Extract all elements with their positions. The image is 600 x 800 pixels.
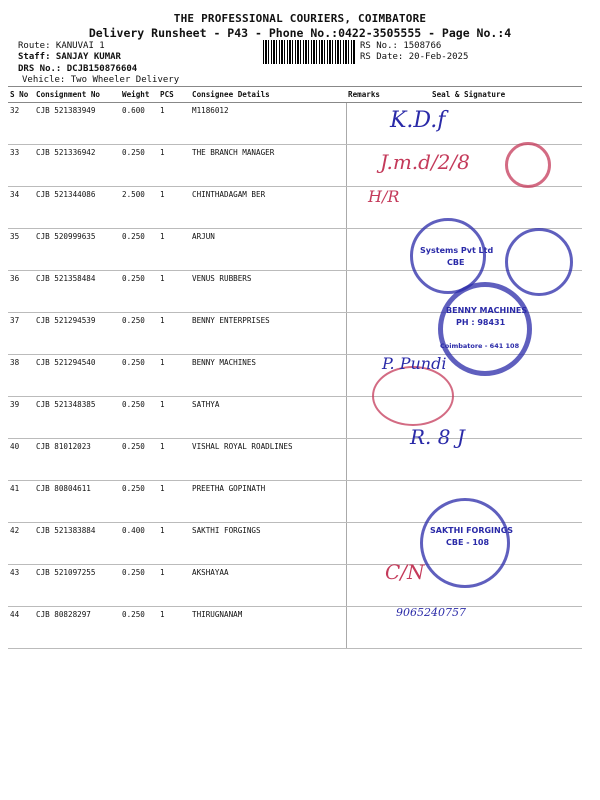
rs-number: RS No.: 1508766	[360, 41, 442, 51]
cell-consignee: CHINTHADAGAM BER	[190, 187, 346, 229]
cell-consignment: CJB 521294539	[34, 313, 120, 355]
table-row	[8, 229, 582, 271]
cell-sno: 41	[8, 481, 34, 523]
cell-consignee: THE BRANCH MANAGER	[190, 145, 346, 187]
cell-pcs: 1	[158, 439, 190, 481]
cell-weight: 0.400	[120, 523, 158, 565]
cell-consignee: PREETHA GOPINATH	[190, 481, 346, 523]
red-oval-stamp	[372, 366, 454, 426]
cell-pcs: 1	[158, 397, 190, 439]
barcode	[263, 40, 355, 64]
cell-pcs: 1	[158, 607, 190, 649]
systems-stamp-text: Systems Pvt Ltd	[420, 246, 494, 255]
cell-weight: 0.600	[120, 103, 158, 145]
cell-consignee: THIRUGNANAM	[190, 607, 346, 649]
benny-stamp-city: Coimbatore - 641 108	[440, 342, 520, 350]
cell-sno: 32	[8, 103, 34, 145]
cell-consignee: M1186012	[190, 103, 346, 145]
sakthi-stamp-name: SAKTHI FORGINGS	[430, 526, 514, 535]
cell-sno: 44	[8, 607, 34, 649]
route-label: Route: KANUVAI 1	[18, 41, 105, 51]
col-seal: Seal & Signature	[408, 87, 582, 103]
sakthi-stamp-city: CBE - 108	[446, 538, 490, 547]
cell-remarks	[346, 271, 408, 313]
cell-weight: 0.250	[120, 481, 158, 523]
cell-pcs: 1	[158, 313, 190, 355]
cell-pcs: 1	[158, 481, 190, 523]
cell-sno: 34	[8, 187, 34, 229]
cell-consignment: CJB 80804611	[34, 481, 120, 523]
signature-34: H/R	[368, 187, 400, 206]
table-row	[8, 103, 582, 145]
cell-sno: 36	[8, 271, 34, 313]
cell-consignment: CJB 521344086	[34, 187, 120, 229]
rs-date: RS Date: 20-Feb-2025	[360, 52, 469, 62]
cell-consignee: BENNY MACHINES	[190, 355, 346, 397]
table-row	[8, 187, 582, 229]
cell-pcs: 1	[158, 271, 190, 313]
cell-pcs: 1	[158, 103, 190, 145]
signature-39: P. Pundi	[382, 354, 447, 373]
benny-stamp-name: BENNY MACHINES	[446, 306, 528, 315]
cell-weight: 0.250	[120, 607, 158, 649]
benny-stamp-phone: PH : 98431	[456, 318, 506, 327]
cell-pcs: 1	[158, 145, 190, 187]
table-row	[8, 145, 582, 187]
cell-remarks	[346, 439, 408, 481]
cell-weight: 0.250	[120, 145, 158, 187]
cell-weight: 0.250	[120, 229, 158, 271]
systems-stamp-city: CBE	[447, 258, 465, 267]
benny-machines-stamp	[438, 282, 532, 376]
cell-weight: 0.250	[120, 271, 158, 313]
cell-consignment: CJB 521336942	[34, 145, 120, 187]
cell-consignee: VISHAL ROYAL ROADLINES	[190, 439, 346, 481]
signature-43: C/N	[385, 560, 425, 584]
cell-consignee: VENUS RUBBERS	[190, 271, 346, 313]
col-weight: Weight	[120, 87, 158, 103]
col-sno: S No	[8, 87, 34, 103]
col-remarks: Remarks	[346, 87, 408, 103]
col-consignment: Consignment No	[34, 87, 120, 103]
cell-weight: 0.250	[120, 397, 158, 439]
cell-consignment: CJB 521358484	[34, 271, 120, 313]
cell-pcs: 1	[158, 229, 190, 271]
col-pcs: PCS	[158, 87, 190, 103]
cell-sno: 37	[8, 313, 34, 355]
red-seal-stamp	[505, 142, 551, 188]
drs-number: DRS No.: DCJB150876604	[18, 64, 138, 74]
cell-sno: 38	[8, 355, 34, 397]
table-header-row	[8, 87, 582, 103]
cell-weight: 0.250	[120, 565, 158, 607]
cell-consignment: CJB 521348385	[34, 397, 120, 439]
cell-consignee: ARJUN	[190, 229, 346, 271]
table-row	[8, 439, 582, 481]
cell-consignee: SATHYA	[190, 397, 346, 439]
cell-remarks	[346, 523, 408, 565]
signature-40: R. 8 J	[410, 425, 465, 449]
cell-consignment: CJB 521383949	[34, 103, 120, 145]
cell-consignment: CJB 80828297	[34, 607, 120, 649]
cell-remarks	[346, 229, 408, 271]
cell-sno: 43	[8, 565, 34, 607]
cell-sno: 33	[8, 145, 34, 187]
table-row	[8, 607, 582, 649]
signature-33: J.m.d/2/8	[380, 150, 470, 174]
partial-stamp	[505, 228, 573, 296]
cell-pcs: 1	[158, 523, 190, 565]
cell-consignee: BENNY ENTERPRISES	[190, 313, 346, 355]
company-title: THE PROFESSIONAL COURIERS, COIMBATORE	[173, 12, 427, 25]
cell-sno: 40	[8, 439, 34, 481]
runsheet-subtitle: Delivery Runsheet - P43 - Phone No.:0422-3505555 - Page No.:4	[88, 26, 512, 40]
cell-weight: 2.500	[120, 187, 158, 229]
cell-remarks	[346, 313, 408, 355]
cell-pcs: 1	[158, 355, 190, 397]
cell-pcs: 1	[158, 187, 190, 229]
table-row	[8, 397, 582, 439]
signature-32: K.D.f	[390, 108, 446, 133]
cell-consignment: CJB 81012023	[34, 439, 120, 481]
cell-weight: 0.250	[120, 439, 158, 481]
cell-consignment: CJB 520999635	[34, 229, 120, 271]
cell-weight: 0.250	[120, 355, 158, 397]
staff-label: Staff: SANJAY KUMAR	[18, 52, 121, 62]
cell-consignment: CJB 521294540	[34, 355, 120, 397]
cell-sno: 42	[8, 523, 34, 565]
cell-consignee: SAKTHI FORGINGS	[190, 523, 346, 565]
signature-44: 9065240757	[396, 606, 466, 619]
cell-consignee: AKSHAYAA	[190, 565, 346, 607]
cell-consignment: CJB 521097255	[34, 565, 120, 607]
col-consignee: Consignee Details	[190, 87, 346, 103]
cell-weight: 0.250	[120, 313, 158, 355]
cell-pcs: 1	[158, 565, 190, 607]
cell-sno: 39	[8, 397, 34, 439]
cell-consignment: CJB 521383884	[34, 523, 120, 565]
vehicle-label: Vehicle: Two Wheeler Delivery	[22, 75, 180, 85]
cell-sno: 35	[8, 229, 34, 271]
cell-remarks	[346, 481, 408, 523]
